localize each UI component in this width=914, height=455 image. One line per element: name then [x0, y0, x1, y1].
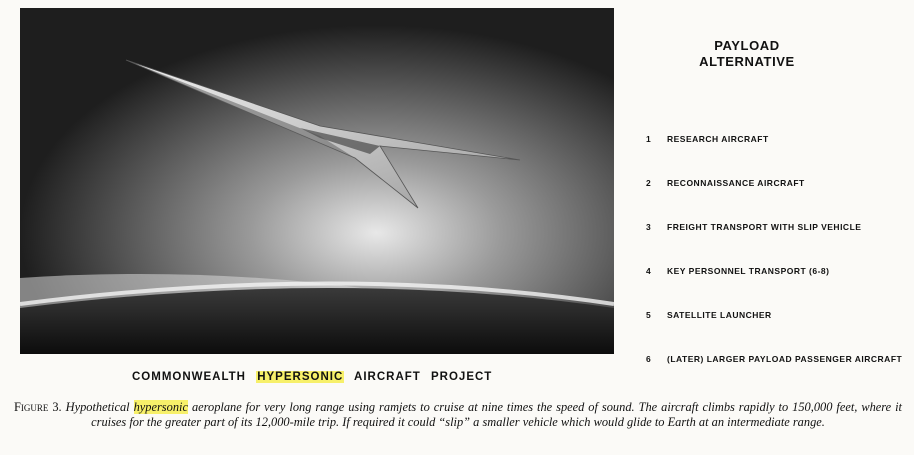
- caption-label: Figure 3.: [14, 400, 62, 414]
- item-number: 4: [646, 266, 652, 276]
- list-item: [640, 310, 910, 354]
- aircraft-illustration: [20, 8, 614, 354]
- item-number: 1: [646, 134, 652, 144]
- list-item: [640, 178, 910, 222]
- item-number: 2: [646, 178, 652, 188]
- figure-caption: [14, 400, 902, 430]
- payload-legend: [640, 38, 910, 364]
- item-text: KEY PERSONNEL TRANSPORT (6-8): [667, 266, 830, 276]
- project-title-word4: PROJECT: [431, 371, 493, 383]
- caption-highlight: hypersonic: [133, 400, 188, 414]
- project-title: [132, 371, 498, 383]
- list-item: [640, 354, 910, 398]
- list-item: [640, 222, 910, 266]
- legend-title: [642, 38, 852, 70]
- item-text: RESEARCH AIRCRAFT: [667, 134, 769, 144]
- item-text: SATELLITE LAUNCHER: [667, 310, 772, 320]
- item-text: FREIGHT TRANSPORT WITH SLIP VEHICLE: [667, 222, 862, 232]
- item-number: 6: [646, 354, 652, 364]
- project-title-highlight: HYPERSONIC: [257, 371, 344, 383]
- item-number: 5: [646, 310, 652, 320]
- legend-title-line2: ALTERNATIVE: [699, 54, 795, 69]
- list-item: [640, 134, 910, 178]
- legend-title-line1: PAYLOAD: [714, 38, 780, 53]
- project-title-word3: AIRCRAFT: [354, 371, 421, 383]
- list-item: [640, 266, 910, 310]
- item-number: 3: [646, 222, 652, 232]
- item-text: RECONNAISSANCE AIRCRAFT: [667, 178, 805, 188]
- project-title-word1: COMMONWEALTH: [132, 371, 246, 383]
- caption-part1: Hypothetical: [65, 400, 130, 414]
- legend-list: [640, 134, 910, 398]
- item-text: (LATER) LARGER PAYLOAD PASSENGER AIRCRAFT: [667, 354, 903, 364]
- caption-part2: aeroplane for very long range using ramjets to cruise at nine times the speed of sound. The aircraft climbs rapidly to 150,000 feet, where it cruises for the greater part of its 12,000-mile trip. If required it could “slip” a smaller vehicle which would glide to Earth at an intermediate range.: [91, 400, 902, 429]
